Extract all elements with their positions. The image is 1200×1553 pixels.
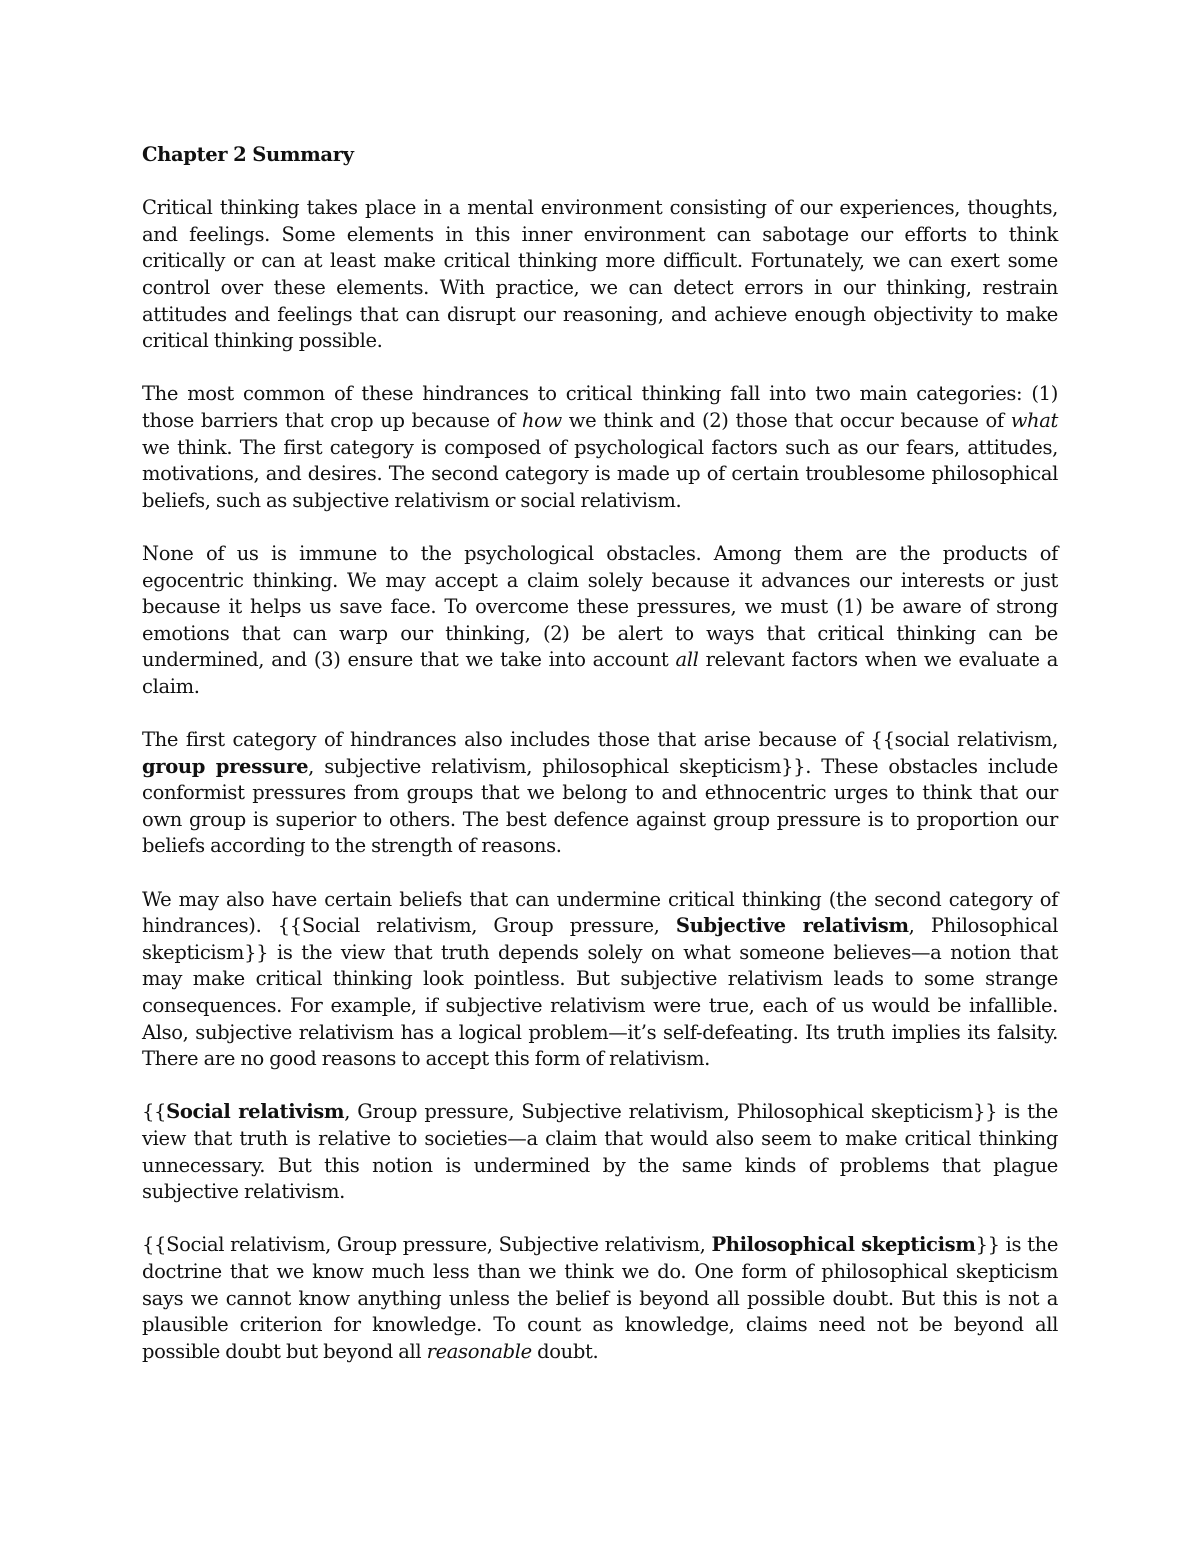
italic-text: all bbox=[675, 648, 699, 672]
text-run: relevant factors when we evaluate a claim. bbox=[142, 648, 1058, 698]
italic-text: how bbox=[521, 408, 562, 432]
bold-text: Subjective relativism bbox=[675, 914, 909, 938]
text-run: }} is the doctrine that we know much less than we think we do. One form of philosophical skepticism says we cannot know anything unless the belief is beyond all possible doubt. But this is not a plausible criterion for knowledge. To count as knowledge, claims need not be beyond all possible doubt but beyond all bbox=[142, 1233, 1059, 1363]
italic-text: what bbox=[1010, 408, 1058, 432]
paragraph bbox=[142, 541, 1058, 701]
document-body bbox=[142, 195, 1058, 1365]
text-run: We may also have certain beliefs that can undermine critical thinking (the second category of hindrances). {{Social relativism, Group pressure, bbox=[142, 887, 1058, 938]
text-run: , Group pressure, Subjective relativism, Philosophical skepticism}} is the view that truth is relative to societies—a claim that would also seem to make critical thinking unnecessary. But this notion is undermined by the same kinds of problems that plague subjective relativism. bbox=[142, 1100, 1058, 1204]
paragraph bbox=[142, 1232, 1058, 1365]
italic-text: reasonable bbox=[426, 1339, 532, 1363]
text-run: None of us is immune to the psychological obstacles. Among them are the products of egocentric thinking. We may accept a claim solely because it advances our interests or just because it helps us save face. To overcome these pressures, we must (1) be aware of strong emotions that can warp our thinking, (2) be alert to ways that critical thinking can be undermined, and (3) ensure that we take into account bbox=[142, 541, 1058, 672]
text-run: Critical thinking takes place in a mental environment consisting of our experiences, thoughts, and feelings. Some elements in this inner environment can sabotage our efforts to think critically or can at least make critical thinking more difficult. Fortunately, we can exert some control over these elements. With practice, we can detect errors in our thinking, restrain attitudes and feelings that can disrupt our reasoning, and achieve enough objectivity to make critical thinking possible. bbox=[142, 196, 1058, 353]
text-run: , Philosophical skepticism}} is the view that truth depends solely on what someone believes—a notion that may make critical thinking look pointless. But subjective relativism leads to some strange consequences. For example, if subjective relativism were true, each of us would be infallible. Also, subjective relativism has a logical problem—it’s self-defeating. Its truth implies its falsity. There are no good reasons to accept this form of relativism. bbox=[142, 914, 1058, 1071]
bold-text: Philosophical skepticism bbox=[711, 1233, 976, 1257]
text-run: The first category of hindrances also includes those that arise because of {{social relativism, bbox=[142, 728, 1058, 752]
paragraph bbox=[142, 727, 1058, 860]
page-title: Chapter 2 Summary bbox=[142, 143, 354, 166]
text-run: {{Social relativism, Group pressure, Subjective relativism, bbox=[142, 1233, 712, 1257]
text-run: The most common of these hindrances to critical thinking fall into two main categories: (1) those barriers that crop up because of bbox=[142, 382, 1058, 432]
text-run: doubt. bbox=[531, 1339, 599, 1363]
paragraph bbox=[142, 887, 1058, 1073]
text-run: , subjective relativism, philosophical skepticism}}. These obstacles include conformist pressures from groups that we belong to and ethnocentric urges to think that our own group is superior to others. The best defence against group pressure is to proportion our beliefs according to the strength of reasons. bbox=[142, 754, 1058, 858]
paragraph bbox=[142, 195, 1058, 355]
text-run: we think and (2) those that occur because of bbox=[561, 408, 1011, 432]
bold-text: group pressure bbox=[142, 754, 309, 778]
text-run: {{ bbox=[142, 1100, 167, 1124]
text-run: we think. The first category is composed of psychological factors such as our fears, attitudes, motivations, and desires. The second category is made up of certain troublesome philosophical beliefs, such as subjective relativism or social relativism. bbox=[142, 435, 1058, 512]
document-page bbox=[142, 142, 1058, 1365]
bold-text: Social relativism bbox=[166, 1100, 345, 1124]
paragraph bbox=[142, 1099, 1058, 1205]
paragraph bbox=[142, 381, 1058, 514]
